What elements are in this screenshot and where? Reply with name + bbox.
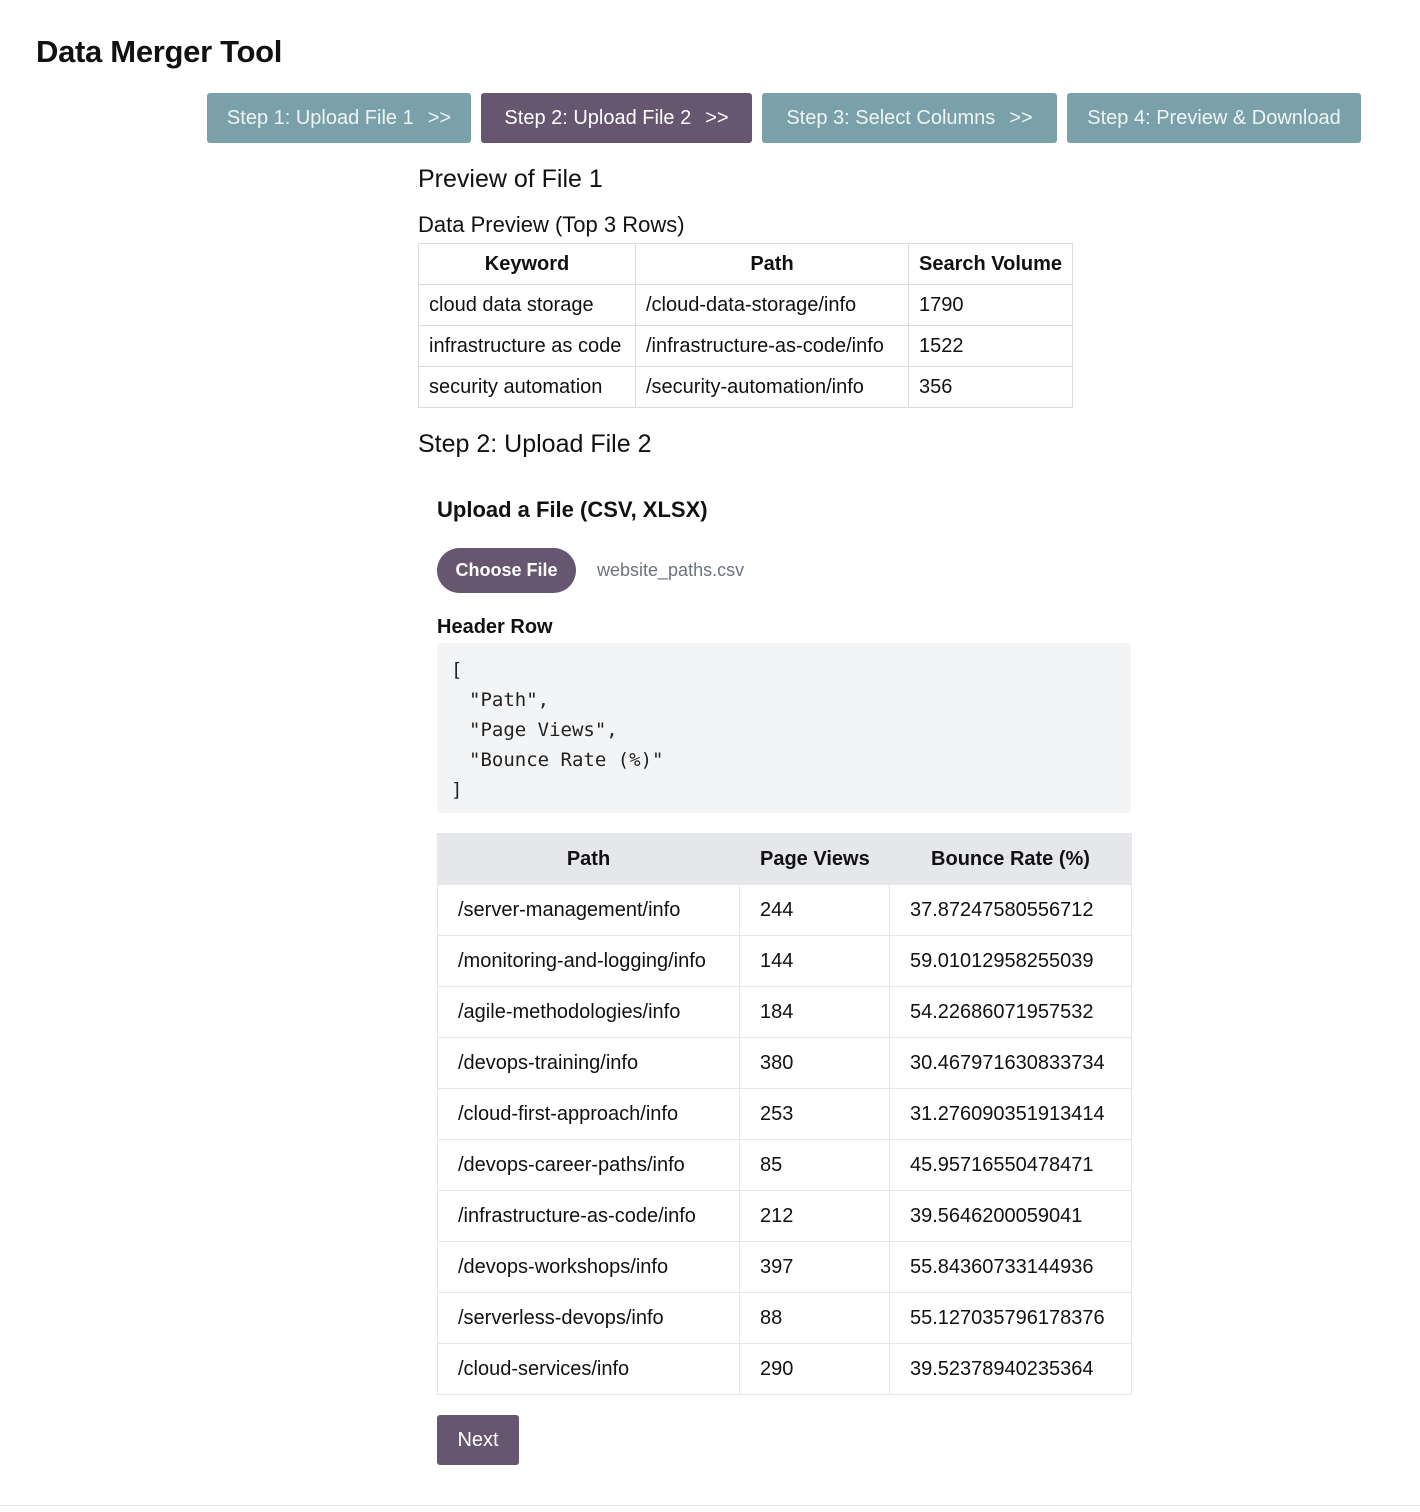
column-header: Path xyxy=(636,244,909,285)
code-open-bracket: [ xyxy=(451,659,463,681)
table-row xyxy=(438,1140,1132,1191)
table-row xyxy=(438,1089,1132,1140)
step-3-arrows: >> xyxy=(1009,106,1033,129)
table-cell: /devops-training/info xyxy=(438,1038,740,1089)
table-row xyxy=(438,1038,1132,1089)
step-2-button[interactable] xyxy=(481,93,752,143)
table-cell: infrastructure as code xyxy=(419,326,636,367)
table-cell: 37.87247580556712 xyxy=(890,885,1132,936)
table-row xyxy=(438,987,1132,1038)
table-cell: 1790 xyxy=(909,285,1073,326)
file2-data-table xyxy=(437,833,1132,1395)
step-1-label: Step 1: Upload File 1 xyxy=(226,106,414,129)
table-cell: security automation xyxy=(419,367,636,408)
file1-preview-table xyxy=(418,243,1073,408)
code-header-item: "Page Views", xyxy=(469,719,618,741)
table-row xyxy=(419,367,1073,408)
table-cell: /infrastructure-as-code/info xyxy=(438,1191,740,1242)
step-2-label: Step 2: Upload File 2 xyxy=(504,106,692,129)
column-header: Bounce Rate (%) xyxy=(890,834,1132,885)
table-cell: 59.01012958255039 xyxy=(890,936,1132,987)
code-header-item: "Path", xyxy=(469,689,550,711)
table-cell: 85 xyxy=(740,1140,890,1191)
header-row-code xyxy=(437,643,1131,813)
column-header: Search Volume xyxy=(909,244,1073,285)
table-cell: 380 xyxy=(740,1038,890,1089)
table-cell: 88 xyxy=(740,1293,890,1344)
table-cell: /serverless-devops/info xyxy=(438,1293,740,1344)
column-header: Path xyxy=(438,834,740,885)
table-cell: 356 xyxy=(909,367,1073,408)
table-header-row xyxy=(438,834,1132,885)
step-3-label: Step 3: Select Columns xyxy=(786,106,996,129)
step-1-arrows: >> xyxy=(427,106,452,129)
app-title: Data Merger Tool xyxy=(36,34,283,69)
table-row xyxy=(438,1344,1132,1395)
table-cell: /cloud-first-approach/info xyxy=(438,1089,740,1140)
table-cell: 30.467971630833734 xyxy=(890,1038,1132,1089)
table-cell: /cloud-data-storage/info xyxy=(636,285,909,326)
table-row xyxy=(438,1191,1132,1242)
step-1-button[interactable] xyxy=(207,93,471,143)
table-cell: 54.22686071957532 xyxy=(890,987,1132,1038)
next-button[interactable]: Next xyxy=(437,1415,519,1465)
table-row xyxy=(438,1242,1132,1293)
table-row xyxy=(438,936,1132,987)
table-cell: 397 xyxy=(740,1242,890,1293)
table-cell: 184 xyxy=(740,987,890,1038)
table-cell: /server-management/info xyxy=(438,885,740,936)
table-cell: /monitoring-and-logging/info xyxy=(438,936,740,987)
table-cell: 45.95716550478471 xyxy=(890,1140,1132,1191)
column-header: Page Views xyxy=(740,834,890,885)
table-cell: 1522 xyxy=(909,326,1073,367)
table-row xyxy=(419,285,1073,326)
table-cell: /agile-methodologies/info xyxy=(438,987,740,1038)
selected-file-name: website_paths.csv xyxy=(597,560,745,580)
table-cell: 253 xyxy=(740,1089,890,1140)
table-cell: 31.276090351913414 xyxy=(890,1089,1132,1140)
table-cell: 55.84360733144936 xyxy=(890,1242,1132,1293)
table-cell: 39.52378940235364 xyxy=(890,1344,1132,1395)
table-cell: 290 xyxy=(740,1344,890,1395)
step-2-arrows: >> xyxy=(705,106,729,129)
step-3-button[interactable] xyxy=(762,93,1057,143)
step2-heading: Step 2: Upload File 2 xyxy=(418,430,652,458)
table-row xyxy=(419,326,1073,367)
code-close-bracket: ] xyxy=(451,779,463,801)
table-cell: /devops-career-paths/info xyxy=(438,1140,740,1191)
upload-title: Upload a File (CSV, XLSX) xyxy=(437,497,708,522)
file1-preview-heading: Preview of File 1 xyxy=(418,165,603,193)
table-cell: /devops-workshops/info xyxy=(438,1242,740,1293)
step-4-button[interactable] xyxy=(1067,93,1361,143)
table-cell: 39.5646200059041 xyxy=(890,1191,1132,1242)
footer-divider xyxy=(0,1505,1420,1506)
table-cell: /security-automation/info xyxy=(636,367,909,408)
table-cell: 212 xyxy=(740,1191,890,1242)
table-cell: 144 xyxy=(740,936,890,987)
table-header-row xyxy=(419,244,1073,285)
header-item-text: Path xyxy=(480,689,527,711)
table-cell: /cloud-services/info xyxy=(438,1344,740,1395)
header-item-text: Page Views xyxy=(480,719,595,741)
data-preview-subheading: Data Preview (Top 3 Rows) xyxy=(418,212,685,237)
table-cell: 244 xyxy=(740,885,890,936)
column-header: Keyword xyxy=(419,244,636,285)
table-cell: 55.127035796178376 xyxy=(890,1293,1132,1344)
table-cell: /infrastructure-as-code/info xyxy=(636,326,909,367)
code-header-item: "Bounce Rate (%)" xyxy=(469,749,664,771)
table-cell: cloud data storage xyxy=(419,285,636,326)
header-item-text: Bounce Rate (%) xyxy=(480,749,653,771)
table-row xyxy=(438,1293,1132,1344)
choose-file-button[interactable]: Choose File xyxy=(437,548,576,593)
header-row-label: Header Row xyxy=(437,616,553,638)
table-row xyxy=(438,885,1132,936)
step-4-label: Step 4: Preview & Download xyxy=(1087,106,1341,129)
